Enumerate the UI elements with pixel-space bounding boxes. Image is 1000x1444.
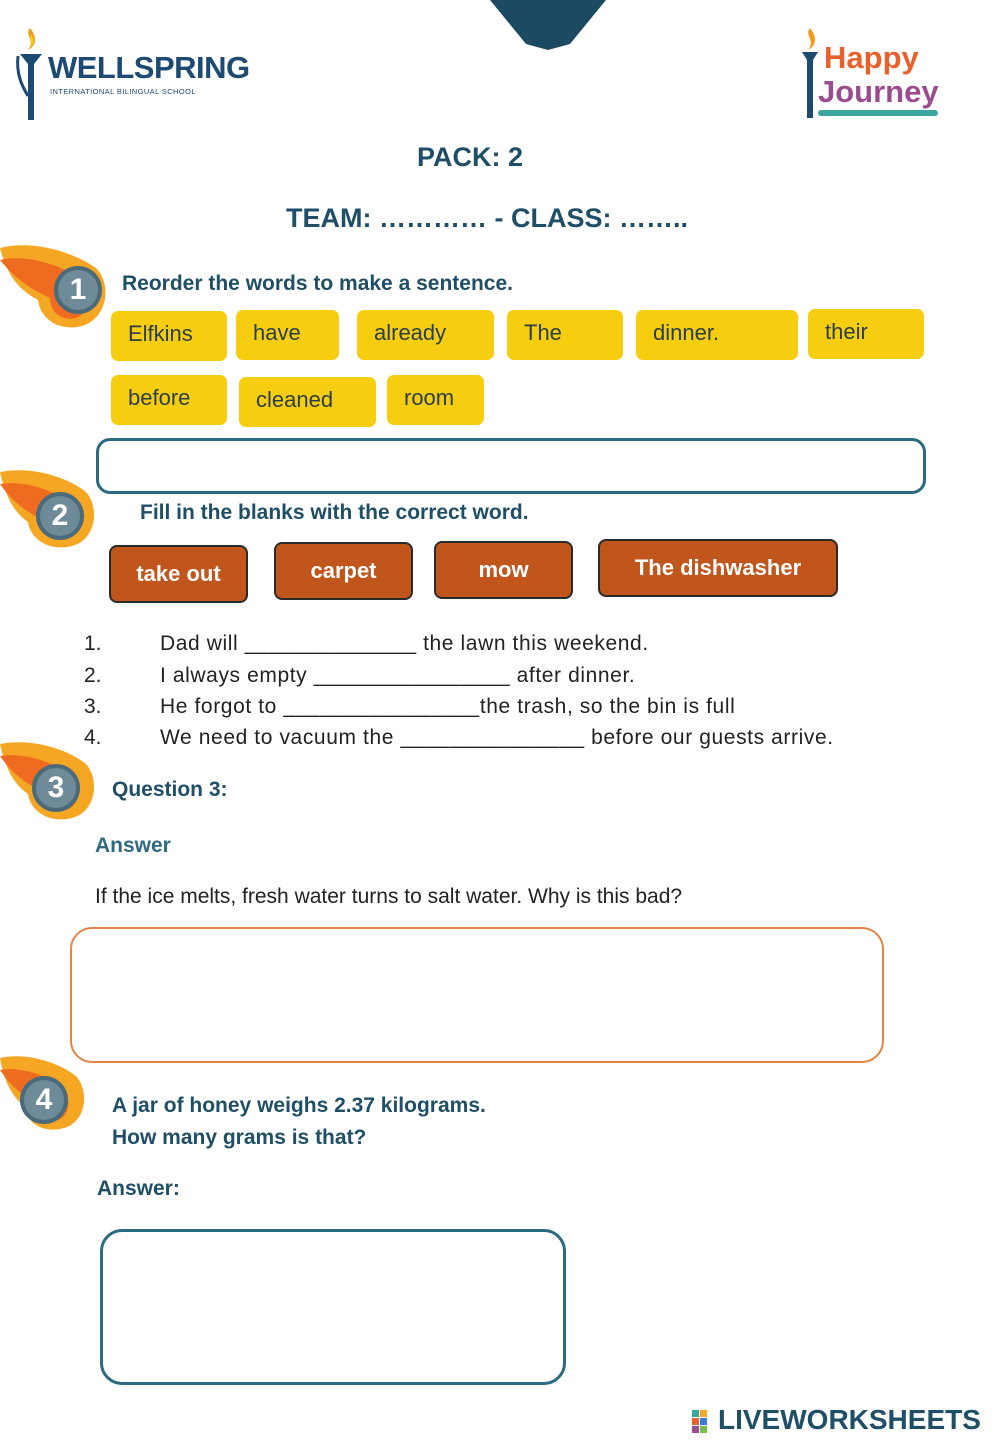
answer-label: Answer:	[97, 1177, 180, 1200]
question-3-answer-box[interactable]	[70, 927, 884, 1063]
journey-text: Journey	[818, 74, 939, 109]
question-4-answer-box[interactable]	[100, 1229, 566, 1385]
word-tile-dinner[interactable]: dinner.	[636, 310, 798, 360]
top-chevron-decoration	[490, 0, 606, 50]
question-2-badge	[0, 466, 110, 558]
question-number: 2	[36, 492, 84, 540]
word-tile-before[interactable]: before	[111, 375, 227, 425]
question-3-text: If the ice melts, fresh water turns to salt water. Why is this bad?	[95, 885, 683, 908]
question-3-badge	[0, 738, 110, 830]
liveworksheets-icon	[692, 1410, 716, 1434]
question-4-line-2: How many grams is that?	[112, 1126, 367, 1149]
happy-journey-logo	[796, 26, 956, 122]
word-tile-already[interactable]: already	[357, 310, 494, 360]
team-class-line: TEAM: ………… - CLASS: ……..	[286, 203, 688, 233]
list-item-number: 4.	[84, 726, 102, 749]
option-button-carpet[interactable]: carpet	[274, 542, 413, 600]
word-tile-elfkins[interactable]: Elfkins	[111, 311, 227, 361]
answer-label: Answer	[95, 834, 171, 857]
list-item-number: 2.	[84, 664, 102, 687]
wellspring-logo	[14, 26, 250, 122]
question-1-badge	[0, 240, 110, 332]
word-tile-have[interactable]: have	[236, 310, 339, 360]
fill-blank-sentence: He forgot to ________________the trash, so the bin is full	[160, 695, 736, 718]
happy-text: Happy	[824, 40, 919, 75]
word-tile-room[interactable]: room	[387, 375, 484, 425]
list-item-number: 3.	[84, 695, 102, 718]
word-tile-cleaned[interactable]: cleaned	[239, 377, 376, 427]
word-tile-their[interactable]: their	[808, 309, 924, 359]
list-item-number: 1.	[84, 632, 102, 655]
option-button-the-dishwasher[interactable]: The dishwasher	[598, 539, 838, 597]
question-4-badge	[0, 1052, 110, 1144]
sentence-answer-box[interactable]	[96, 438, 926, 494]
question-number: 1	[54, 266, 102, 314]
liveworksheets-text: LIVEWORKSHEETS	[718, 1404, 981, 1435]
logo-swoosh	[818, 110, 938, 116]
question-number: 3	[32, 764, 80, 812]
fill-blank-sentence: Dad will ______________ the lawn this weekend.	[160, 632, 649, 655]
wellspring-name: WELLSPRING	[48, 50, 250, 85]
question-2-title: Fill in the blanks with the correct word.	[140, 501, 529, 524]
word-tile-the[interactable]: The	[507, 310, 623, 360]
option-button-mow[interactable]: mow	[434, 541, 573, 599]
option-button-take-out[interactable]: take out	[109, 545, 248, 603]
question-number: 4	[20, 1076, 68, 1124]
wellspring-subtitle: INTERNATIONAL BILINGUAL SCHOOL	[50, 87, 196, 96]
fill-blank-sentence: I always empty ________________ after dinner.	[160, 664, 636, 687]
question-3-title: Question 3:	[112, 778, 228, 801]
torch-icon	[14, 26, 48, 122]
pack-title: PACK: 2	[416, 142, 523, 172]
question-4-line-1: A jar of honey weighs 2.37 kilograms.	[112, 1094, 486, 1117]
fill-blank-sentence: We need to vacuum the _______________ before our guests arrive.	[160, 726, 834, 749]
question-1-title: Reorder the words to make a sentence.	[122, 272, 513, 295]
